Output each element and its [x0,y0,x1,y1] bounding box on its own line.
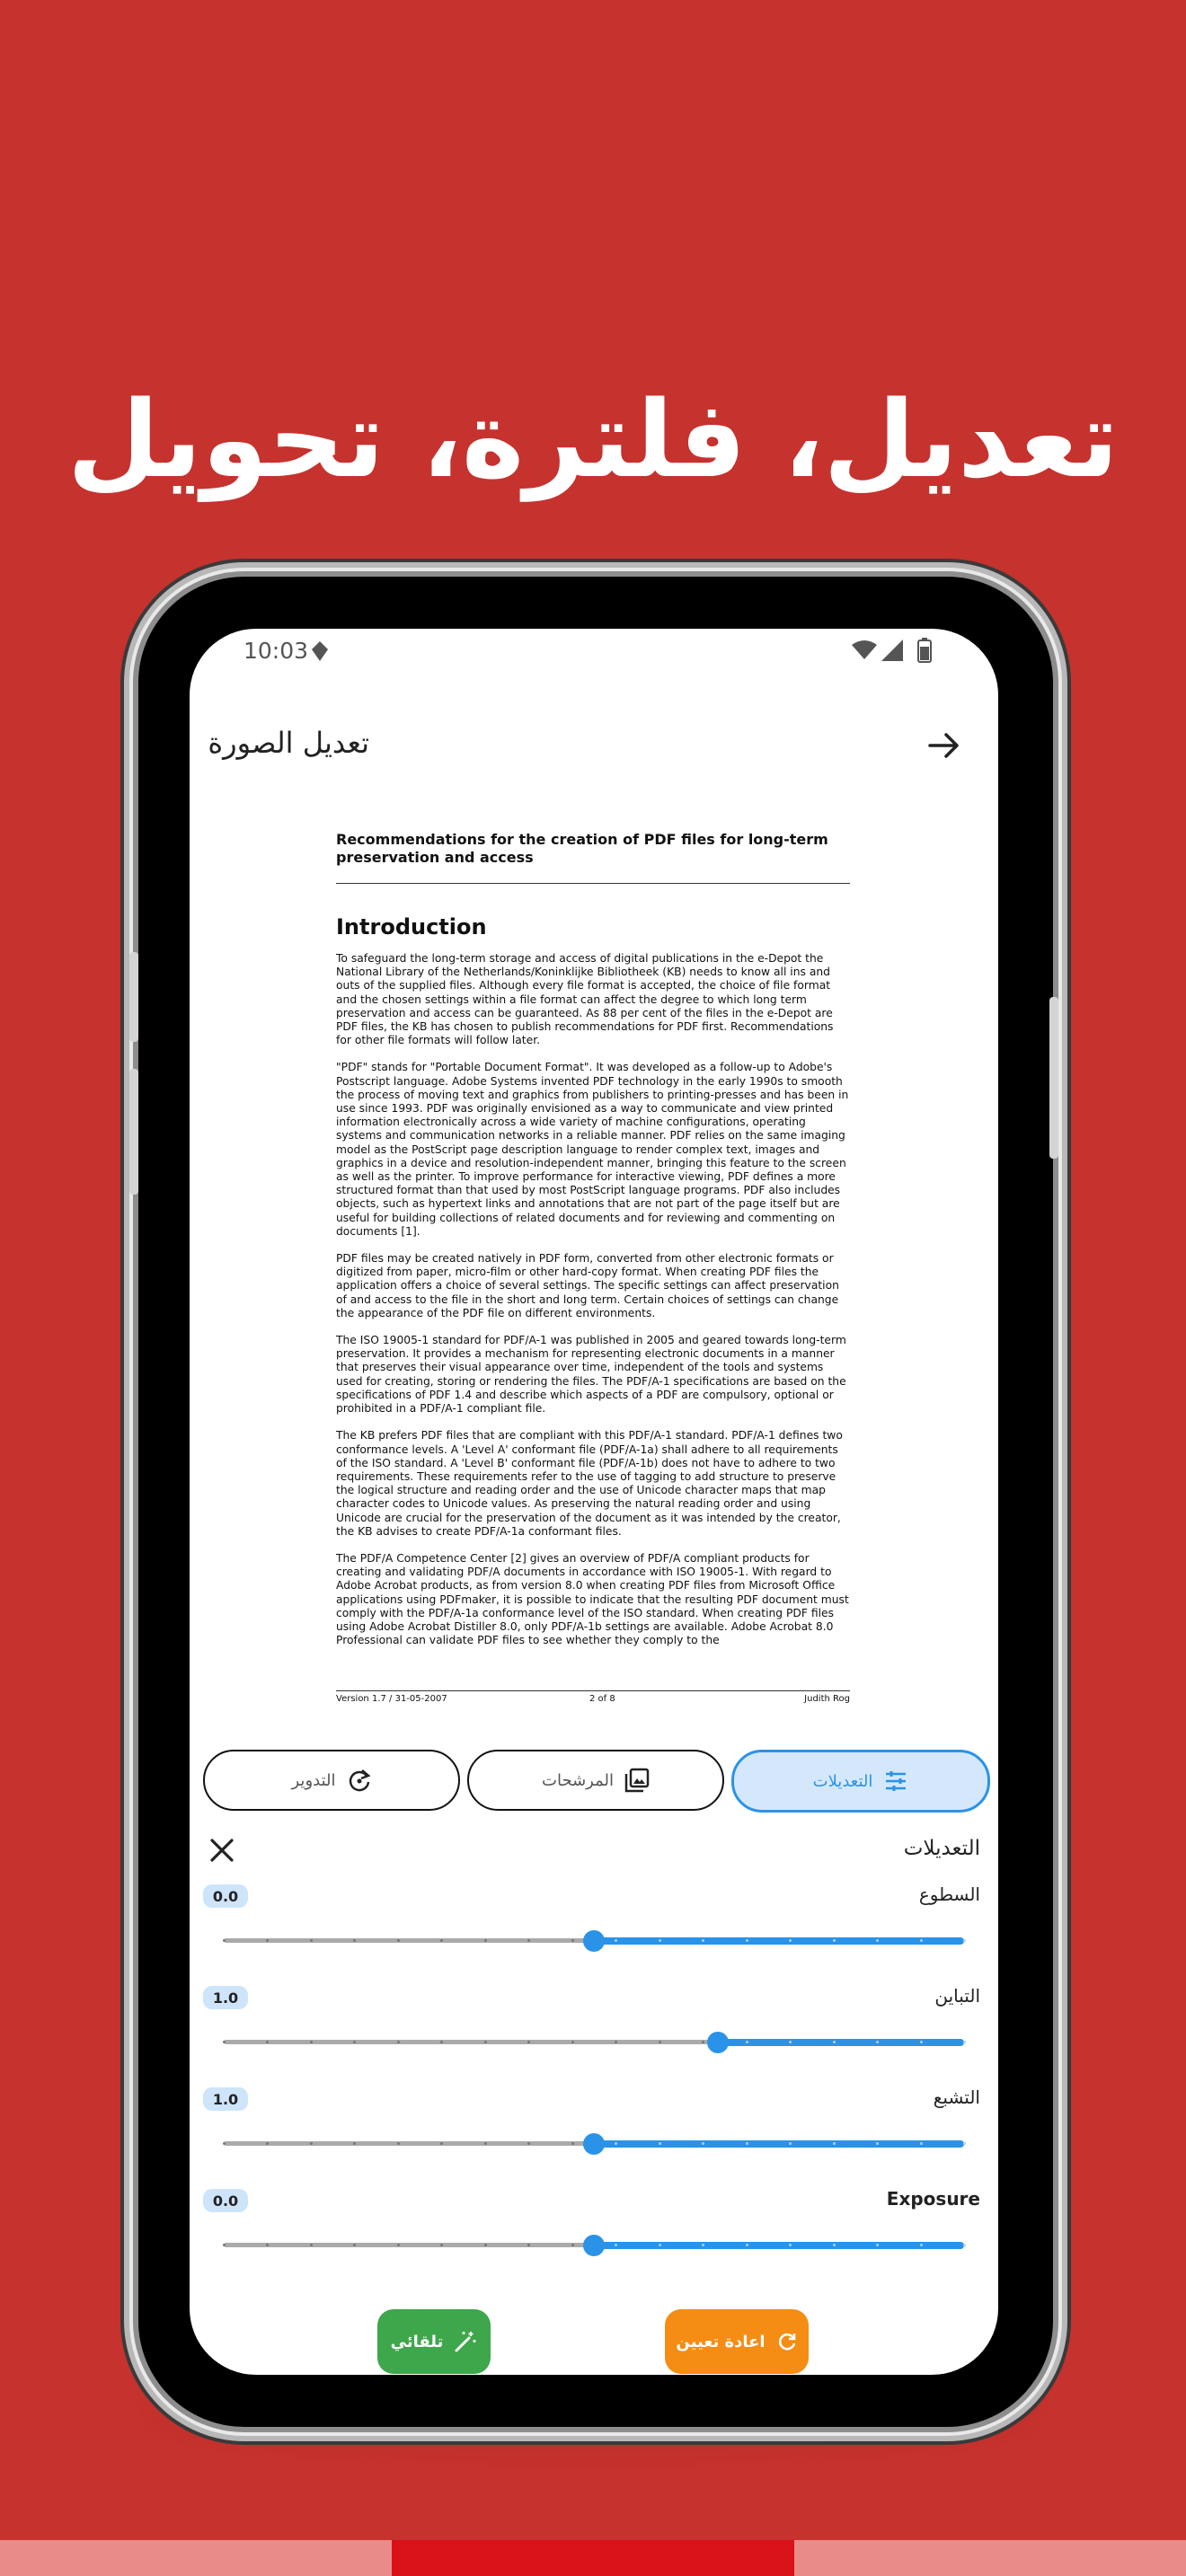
tab-label: التدوير [291,1770,336,1790]
slider-tick [659,2041,661,2043]
slider-tick [876,2142,879,2145]
slider-tick [920,2142,923,2145]
document-heading: Introduction [336,914,487,940]
document-paragraph: "PDF" stands for "Portable Document Format". It was developed as a follow-up to Adobe's Postscript language. Adobe Systems invented PDF technology in the early 1990s to smooth the process of moving text and graphics from publishers to printing-presses and has been in use since 1993. PDF was originally envisioned as a way to communicate and view printed information electronically across a wide variety of machine configurations, operating systems and communication networks in a reliable manner. PDF relies on the same imaging model as the PostScript page description language to render complex text, images and graphics in a device and resolution-independent manner, bringing this feature to the screen as well as the printer. To improve performance for interactive viewing, PDF defines a more structured format than that used by most PostScript language programs. PDF also includes objects, such as hypertext links and annotations that are not part of the page itself but are useful for building collections of related documents and for reviewing and commenting on documents [1]. [336,1061,849,1238]
document-paragraph: To safeguard the long-term storage and access of digital publications in the e-Depot the National Library of the Netherlands/Koninklijke Bibliotheek (KB) needs to know all ins and outs of the supplied files. Although every file format is accepted, the choice of file format and the chosen settings within a file format can affect the degree to which long term preservation and access can be guaranteed. As 88 per cent of the files in the e-Depot are PDF files, the KB has chosen to publish recommendations for PDF first. Recommendations for other file formats will follow later. [336,952,834,1047]
tab-label: المرشحات [542,1770,614,1790]
slider-tick [833,2244,836,2246]
screenshot-pager [0,2540,1186,2576]
battery-icon [917,638,932,663]
status-time: 10:03 [243,638,309,664]
slider-tick [746,2142,748,2145]
reset-button[interactable] [665,2309,809,2374]
slider-tick [397,2244,400,2246]
slider-tick [963,1939,966,1942]
slider-tick [266,2142,269,2145]
slider-tick [527,1939,530,1942]
exposure-label: Exposure [886,2188,980,2210]
back-arrow-icon[interactable] [926,728,962,763]
footer-author: Judith Rog [804,1694,850,1704]
slider-tick [920,2244,923,2246]
slider-tick [484,1939,487,1942]
slider-tick [702,2041,704,2043]
panel-title: التعديلات [903,1837,980,1860]
slider-tick [963,2041,966,2043]
magic-wand-icon [454,2330,477,2353]
slider-tick [440,2244,443,2246]
exposure-slider[interactable] [224,2231,964,2258]
signal-icon [881,640,903,661]
slider-tick [310,2142,313,2145]
slider-tick [702,2244,704,2246]
slider-thumb[interactable] [707,2032,729,2053]
notification-icon [308,640,332,663]
tab-filters[interactable] [467,1750,724,1811]
sliders-icon [883,1769,908,1794]
slider-tick [571,2244,574,2246]
contrast-slider[interactable] [224,2028,964,2055]
slider-tick [440,2041,443,2043]
headline: تعديل، فلترة، تحويل [66,377,1120,501]
slider-tick [310,2244,313,2246]
status-bar [190,629,998,674]
slider-thumb[interactable] [583,2133,605,2155]
slider-tick [615,2142,617,2145]
slider-tick [527,2244,530,2246]
slider-tick [223,1939,226,1942]
slider-tick [484,2244,487,2246]
footer-version: Version 1.7 / 31-05-2007 [336,1694,447,1704]
slider-tick [920,1939,923,1942]
pager-segment [0,2540,392,2576]
slider-tick [223,2041,226,2043]
slider-tick [266,2244,269,2246]
saturation-slider[interactable] [224,2130,964,2157]
slider-tick [876,2244,879,2246]
document-paragraph: PDF files may be created natively in PDF form, converted from other electronic formats or digitized from paper, micro-film or other hard-copy format. When creating PDF files the application offers a choice of several settings. The specific settings can affect preservation of and access to the file in the short and long term. Certain choices of settings can change the appearance of the PDF file on different environments. [336,1252,839,1319]
exposure-value: 0.0 [203,2189,248,2212]
document-body [336,952,850,1661]
saturation-value: 1.0 [203,2087,248,2111]
tab-rotate[interactable] [203,1750,460,1811]
slider-tick [397,1939,400,1942]
slider-tick [615,2041,617,2043]
slider-tick [746,1939,748,1942]
slider-tick [310,2041,313,2043]
slider-tick [746,2041,748,2043]
contrast-label: التباين [934,1985,980,2007]
slider-tick [833,2142,836,2145]
slider-tick [789,1939,792,1942]
slider-tick [702,2142,704,2145]
slider-tick [876,2041,879,2043]
slider-tick [571,2041,574,2043]
slider-tick [876,1939,879,1942]
slider-tick [659,1939,661,1942]
image-filter-icon [624,1768,650,1793]
contrast-value: 1.0 [203,1986,248,2009]
slider-tick [397,2041,400,2043]
slider-tick [353,2244,356,2246]
slider-tick [223,2142,226,2145]
side-button [129,1069,138,1195]
pager-segment-active [392,2540,794,2576]
brightness-value: 0.0 [203,1884,248,1908]
slider-tick [789,2041,792,2043]
tab-label: التعديلات [812,1771,873,1791]
brightness-label: السطوع [918,1883,980,1905]
slider-tick [963,2142,966,2145]
refresh-icon [776,2331,798,2352]
edit-tabs [203,1750,985,1811]
slider-tick [266,2041,269,2043]
close-icon[interactable] [209,1838,235,1863]
slider-tick [789,2244,792,2246]
slider-tick [789,2142,792,2145]
slider-tick [659,2142,661,2145]
slider-thumb[interactable] [583,1930,605,1952]
slider-tick [920,2041,923,2043]
slider-tick [702,1939,704,1942]
slider-tick [963,2244,966,2246]
auto-label: تلقائي [390,2332,444,2351]
slider-tick [615,1939,617,1942]
slider-tick [397,2142,400,2145]
slider-tick [571,1939,574,1942]
brightness-slider[interactable] [224,1927,964,1954]
slider-tick [571,2142,574,2145]
page-title: تعديل الصورة [208,726,369,760]
slider-thumb[interactable] [583,2235,605,2256]
document-paragraph: The PDF/A Competence Center [2] gives an overview of PDF/A compliant products for creating and validating PDF/A documents in accordance with ISO 19005-1. With regard to Adobe Acrobat products, as from version 8.0 when creating PDF files from Microsoft Office applications using PDFmaker, it is possible to indicate that the resulting PDF document must comply with the PDF/A-1a conformance level of the ISO standard. When creating PDF files using Adobe Acrobat Distiller 8.0, only PDF/A-1b settings are available. Adobe Acrobat 8.0 Professional can validate PDF files to see whether they comply to the [336,1551,849,1647]
slider-tick [484,2041,487,2043]
saturation-label: التشبع [933,2086,980,2108]
auto-enhance-button[interactable] [377,2309,491,2374]
side-button [1049,997,1058,1159]
slider-tick [484,2142,487,2145]
slider-tick [440,2142,443,2145]
slider-tick [746,2244,748,2246]
tab-adjustments[interactable] [731,1750,990,1813]
wifi-icon [852,640,877,661]
slider-tick [353,2041,356,2043]
slider-tick [527,2142,530,2145]
slider-tick [659,2244,661,2246]
slider-tick [310,1939,313,1942]
slider-tick [440,1939,443,1942]
phone-screen [190,629,998,2375]
slider-tick [527,2041,530,2043]
footer-page: 2 of 8 [589,1694,615,1704]
reset-label: اعادة تعيين [676,2332,766,2351]
rotate-icon [347,1768,372,1793]
slider-tick [833,1939,836,1942]
slider-tick [353,1939,356,1942]
slider-tick [615,2244,617,2246]
document-paragraph: The ISO 19005-1 standard for PDF/A-1 was published in 2005 and geared towards long-term preservation. It provides a mechanism for representing electronic documents in a manner that preserves their visual appearance over time, independent of the tools and systems used for creating, storing or rendering the files. The PDF/A-1 specifications are based on the specifications of PDF 1.4 and describe which aspects of a PDF are compulsory, optional or prohibited in a PDF/A-1 compliant file. [336,1334,846,1416]
slider-tick [223,2244,226,2246]
slider-tick [266,1939,269,1942]
pager-segment [794,2540,1186,2576]
slider-tick [833,2041,836,2043]
document-paragraph: The KB prefers PDF files that are compliant with this PDF/A-1 standard. PDF/A-1 defines two conformance levels. A 'Level A' conformant file (PDF/A-1a) shall adhere to all requirements of the ISO standard. A 'Level B' conformant file (PDF/A-1b) does not have to adhere to two requirements. These requirements refer to the use of tagging to add structure to preserve the logical structure and reading order and the use of Unicode character maps that map character codes to Unicode values. As preserving the natural reading order and using Unicode are crucial for the preservation of the document as it was intended by the creator, the KB advises to create PDF/A-1a conformant files. [336,1429,843,1538]
document-title: Recommendations for the creation of PDF files for long-term preservation and access [336,831,828,866]
side-button [129,952,138,1042]
slider-tick [353,2142,356,2145]
document-preview[interactable] [190,790,998,1704]
